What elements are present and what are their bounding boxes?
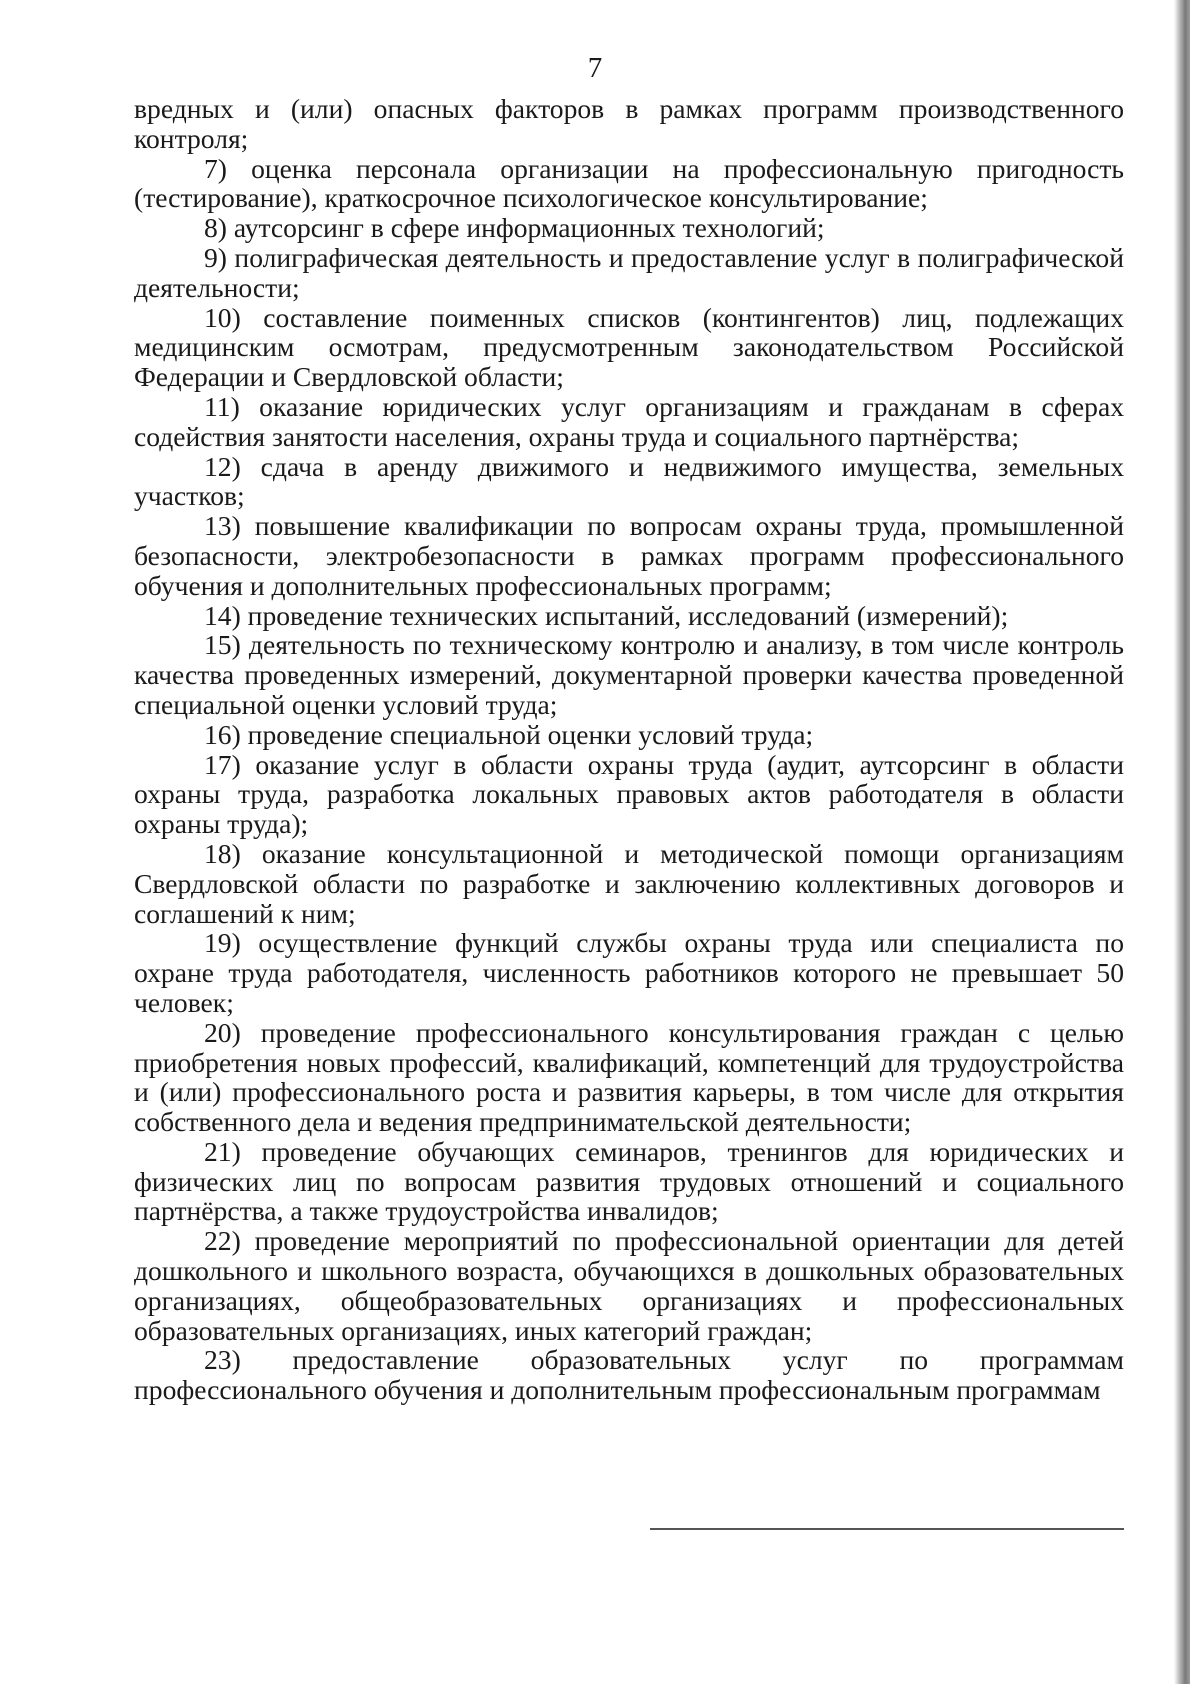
list-item-11: 11) оказание юридических услуг организациям и гражданам в сферах содействия занятости населения, охраны труда и социального партнёрства;	[134, 390, 1124, 452]
list-item-17: 17) оказание услуг в области охраны труда (аудит, аутсорсинг в области охраны труда, разработка локальных правовых актов работодателя в области охраны труда);	[134, 748, 1124, 840]
list-item-16: 16) проведение специальной оценки условий труда;	[204, 718, 814, 750]
list-item-15: 15) деятельность по техническому контролю и анализу, в том числе контроль качества проведенных измерений, документарной проверки качества проведенной специальной оценки условий труда;	[134, 629, 1124, 720]
list-item-21: 21) проведение обучающих семинаров, тренингов для юридических и физических лиц по вопросам развития трудовых отношений и социального партнёрства, а также трудоустройства инвалидов;	[134, 1135, 1124, 1227]
list-item-22: 22) проведение мероприятий по профессиональной ориентации для детей дошкольного и школьного возраста, обучающихся в дошкольных образовательных организациях, общеобразовательных организациях и профессиональных образовательных организациях, иных категорий граждан;	[134, 1225, 1124, 1346]
list-item-13: 13) повышение квалификации по вопросам охраны труда, промышленной безопасности, электробезопасности в рамках программ профессионального обучения и дополнительных профессиональных программ;	[134, 510, 1124, 601]
list-item-14: 14) проведение технических испытаний, исследований (измерений);	[204, 599, 1009, 631]
page-number: 7	[587, 52, 603, 84]
document-body	[134, 94, 1124, 1405]
list-item-18: 18) оказание консультационной и методической помощи организациям Свердловской области по разработке и заключению коллективных договоров и соглашений к ним;	[134, 837, 1124, 929]
list-item-7: 7) оценка персонала организации на профессиональную пригодность (тестирование), краткосрочное психологическое консультирование;	[134, 152, 1124, 214]
footer-rule	[650, 1528, 1124, 1530]
list-item-12: 12) сдача в аренду движимого и недвижимого имущества, земельных участков;	[134, 450, 1124, 512]
list-item-9: 9) полиграфическая деятельность и предоставление услуг в полиграфической деятельности;	[134, 241, 1124, 303]
continuation-paragraph: вредных и (или) опасных факторов в рамках программ производственного контроля;	[134, 93, 1124, 154]
list-item-19: 19) осуществление функций службы охраны труда или специалиста по охране труда работодателя, численность работников которого не превышает 50 человек;	[134, 927, 1124, 1018]
list-item-10: 10) составление поименных списков (контингентов) лиц, подлежащих медицинским осмотрам, предусмотренным законодательством Российской Федерации и Свердловской области;	[134, 301, 1124, 393]
list-item-20: 20) проведение профессионального консультирования граждан с целью приобретения новых профессий, квалификаций, компетенций для трудоустройства и (или) профессионального роста и развития карьеры, в том числе для открытия собственного дела и ведения предпринимательской деятельности;	[134, 1016, 1124, 1138]
list-item-8: 8) аутсорсинг в сфере информационных технологий;	[204, 212, 825, 244]
scan-edge-shadow	[1174, 0, 1190, 1684]
list-item-23: 23) предоставление образовательных услуг по программам профессионального обучения и дополнительным профессиональным программам	[134, 1344, 1124, 1406]
